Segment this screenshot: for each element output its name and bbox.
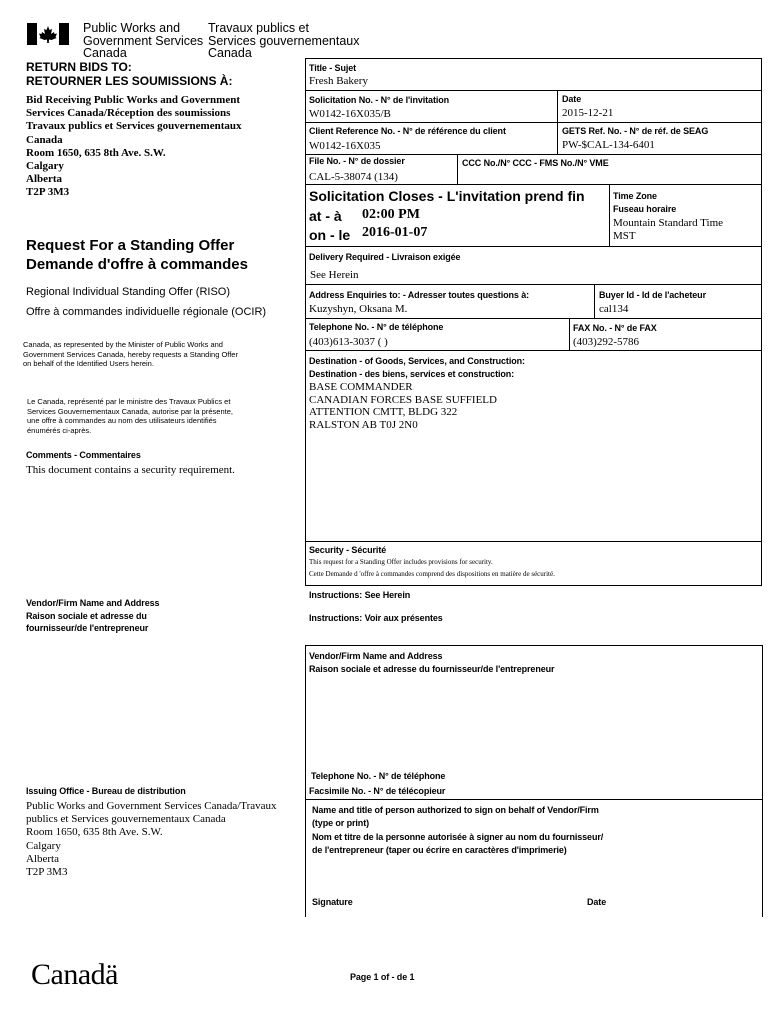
delivery-value: See Herein [310, 269, 359, 281]
client-ref-value: W0142-16X035 [309, 140, 381, 152]
dept-fr-line: Canada [208, 46, 252, 60]
address-line: Calgary [26, 160, 64, 173]
vendor-left-line: Vendor/Firm Name and Address [26, 598, 160, 608]
closing-time-value: 02:00 PM [362, 207, 420, 222]
security-label: Security - Sécurité [309, 545, 387, 555]
timezone-label [613, 190, 676, 216]
return-bids-address [26, 94, 242, 200]
dept-en-line: Government Services [83, 33, 204, 48]
address-line: publics et Services gouvernementaux Canada [26, 813, 226, 826]
vendor-box [305, 645, 763, 917]
authorized-line: Name and title of person authorized to sign on behalf of Vendor/Firm [312, 805, 599, 815]
title-label: Title - Sujet [309, 63, 357, 73]
closing-at-label: at - à [309, 208, 342, 224]
ccc-label: CCC No./N° CCC - FMS No./N° VME [462, 158, 609, 168]
destination-line: ATTENTION CMTT, BLDG 322 [309, 406, 458, 418]
paragraph-line: Services Gouvernementaux Canada, autorise par la présente, [27, 406, 233, 416]
file-no-value: CAL-5-38074 (134) [309, 171, 398, 183]
request-title-en: Request For a Standing Offer [26, 237, 235, 254]
address-line: Room 1650, 635 8th Ave. S.W. [26, 146, 166, 159]
dept-fr-line: Services gouvernementaux [208, 33, 360, 48]
address-enquiries-label: Address Enquiries to: - Adresser toutes questions à: [309, 290, 530, 300]
standing-offer-type [26, 282, 266, 322]
return-bids-title [26, 60, 232, 88]
timezone-label-fr: Fuseau horaire [613, 204, 677, 214]
authorized-line: de l'entrepreneur (taper ou écrire en caractères d'imprimerie) [312, 844, 567, 855]
delivery-label: Delivery Required - Livraison exigée [309, 252, 461, 262]
address-enquiries-value: Kuzyshyn, Oksana M. [309, 303, 408, 315]
buyer-id-label: Buyer Id - Id de l'acheteur [599, 290, 706, 300]
destination-label-line: Destination - des biens, services et construction: [309, 369, 515, 379]
destination-value [309, 381, 497, 431]
address-line: Alberta [26, 852, 59, 865]
address-line: T2P 3M3 [26, 866, 68, 879]
vendor-box-label-line: Raison sociale et adresse du fournisseur/de l'entrepreneur [309, 664, 555, 674]
address-line: Calgary [26, 839, 61, 852]
buyer-id-value: cal134 [599, 303, 629, 315]
department-name-fr [208, 22, 359, 60]
dept-en-line: Canada [83, 46, 127, 60]
paragraph-line: Le Canada, représenté par le ministre des Travaux Publics et [27, 397, 231, 406]
dept-fr-line: Travaux publics et [208, 21, 309, 35]
standing-offer-type-fr: Offre à commandes individuelle régionale (OCIR) [26, 306, 267, 318]
canada-flag-icon [27, 23, 69, 45]
vendor-left-line: Raison sociale et adresse du [26, 610, 147, 621]
address-line: Bid Receiving Public Works and Government [26, 94, 241, 106]
paragraph-line: énumérés ci-après. [27, 425, 92, 435]
timezone-value-line: MST [613, 230, 636, 242]
vendor-facsimile-label: Facsimile No. - N° de télécopieur [309, 786, 446, 796]
paragraph-line: on behalf of the Identified Users herein. [23, 359, 154, 369]
telephone-value: (403)613-3037 ( ) [309, 336, 388, 348]
title-value: Fresh Bakery [309, 75, 368, 87]
solicitation-value: W0142-16X035/B [309, 108, 391, 120]
fax-label: FAX No. - N° de FAX [573, 323, 657, 333]
vendor-left-label [26, 597, 159, 635]
signature-label: Signature [312, 897, 353, 907]
request-paragraph-fr [27, 397, 233, 435]
authorized-line: (type or print) [312, 818, 369, 829]
address-line: Services Canada/Réception des soumissions [26, 107, 231, 120]
destination-label [309, 355, 525, 381]
security-text-en: This request for a Standing Offer includes provisions for security. [309, 558, 493, 566]
request-paragraph-en [23, 340, 238, 369]
vendor-telephone-label: Telephone No. - N° de téléphone [311, 771, 446, 781]
request-title-fr: Demande d'offre à commandes [26, 256, 248, 273]
vendor-box-label-line: Vendor/Firm Name and Address [309, 651, 443, 661]
page-number: Page 1 of - de 1 [350, 972, 415, 982]
return-bids-title-en: RETURN BIDS TO: [26, 60, 132, 74]
destination-line: CANADIAN FORCES BASE SUFFIELD [309, 393, 497, 406]
comments-label: Comments - Commentaires [26, 450, 141, 460]
request-title [26, 236, 248, 274]
comments-text: This document contains a security requirement. [26, 464, 235, 476]
destination-label-line: Destination - of Goods, Services, and Construction: [309, 356, 525, 366]
address-line: Canada [26, 133, 63, 146]
fax-value: (403)292-5786 [573, 336, 639, 348]
timezone-value [613, 217, 723, 243]
closing-title: Solicitation Closes - L'invitation prend fin [309, 188, 585, 204]
instructions-en: Instructions: See Herein [309, 590, 411, 600]
vendor-box-divider [305, 799, 762, 800]
canada-wordmark: Canadä [31, 958, 118, 991]
return-bids-title-fr: RETOURNER LES SOUMISSIONS À: [26, 74, 233, 88]
issuing-office-label: Issuing Office - Bureau de distribution [26, 786, 186, 796]
paragraph-line: une offre à commandes au nom des utilisateurs identifiés [27, 416, 217, 426]
gets-ref-value: PW-$CAL-134-6401 [562, 139, 655, 151]
standing-offer-type-en: Regional Individual Standing Offer (RISO) [26, 286, 231, 298]
file-no-label: File No. - N° de dossier [309, 156, 405, 166]
department-name-en [83, 22, 203, 60]
destination-line: BASE COMMANDER [309, 381, 413, 393]
address-line: Public Works and Government Services Canada/Travaux [26, 800, 277, 812]
telephone-label: Telephone No. - N° de téléphone [309, 322, 444, 332]
security-text-fr: Cette Demande d 'offre à commandes comprend des dispositions en matière de sécurité. [309, 570, 555, 578]
address-line: Travaux publics et Services gouvernementaux [26, 120, 242, 133]
client-ref-label: Client Reference No. - N° de référence du client [309, 126, 506, 136]
address-line: Room 1650, 635 8th Ave. S.W. [26, 826, 163, 839]
instructions-fr: Instructions: Voir aux présentes [309, 613, 443, 623]
timezone-value-line: Mountain Standard Time [613, 217, 724, 229]
date-value: 2015-12-21 [562, 107, 614, 119]
gets-ref-label: GETS Ref. No. - N° de réf. de SEAG [562, 126, 709, 136]
paragraph-line: Canada, as represented by the Minister of Public Works and [23, 340, 223, 349]
authorized-line: Nom et titre de la personne autorisée à signer au nom du fournisseur/ [312, 831, 604, 842]
closing-date-value: 2016-01-07 [362, 225, 428, 240]
solicitation-label: Solicitation No. - N° de l'invitation [309, 95, 450, 105]
address-line: Alberta [26, 173, 63, 186]
issuing-office-address [26, 800, 277, 879]
paragraph-line: Government Services Canada, hereby requests a Standing Offer [23, 349, 238, 359]
date-label: Date [562, 94, 582, 104]
address-line: T2P 3M3 [26, 186, 70, 199]
vendor-box-label [309, 650, 554, 676]
signature-date-label: Date [587, 897, 607, 907]
closing-on-label: on - le [309, 227, 351, 243]
vendor-left-line: fournisseur/de l'entrepreneur [26, 623, 149, 633]
timezone-label-en: Time Zone [613, 191, 657, 201]
authorized-person-label [312, 804, 603, 857]
destination-line: RALSTON AB T0J 2N0 [309, 418, 418, 431]
dept-en-line: Public Works and [83, 21, 181, 35]
